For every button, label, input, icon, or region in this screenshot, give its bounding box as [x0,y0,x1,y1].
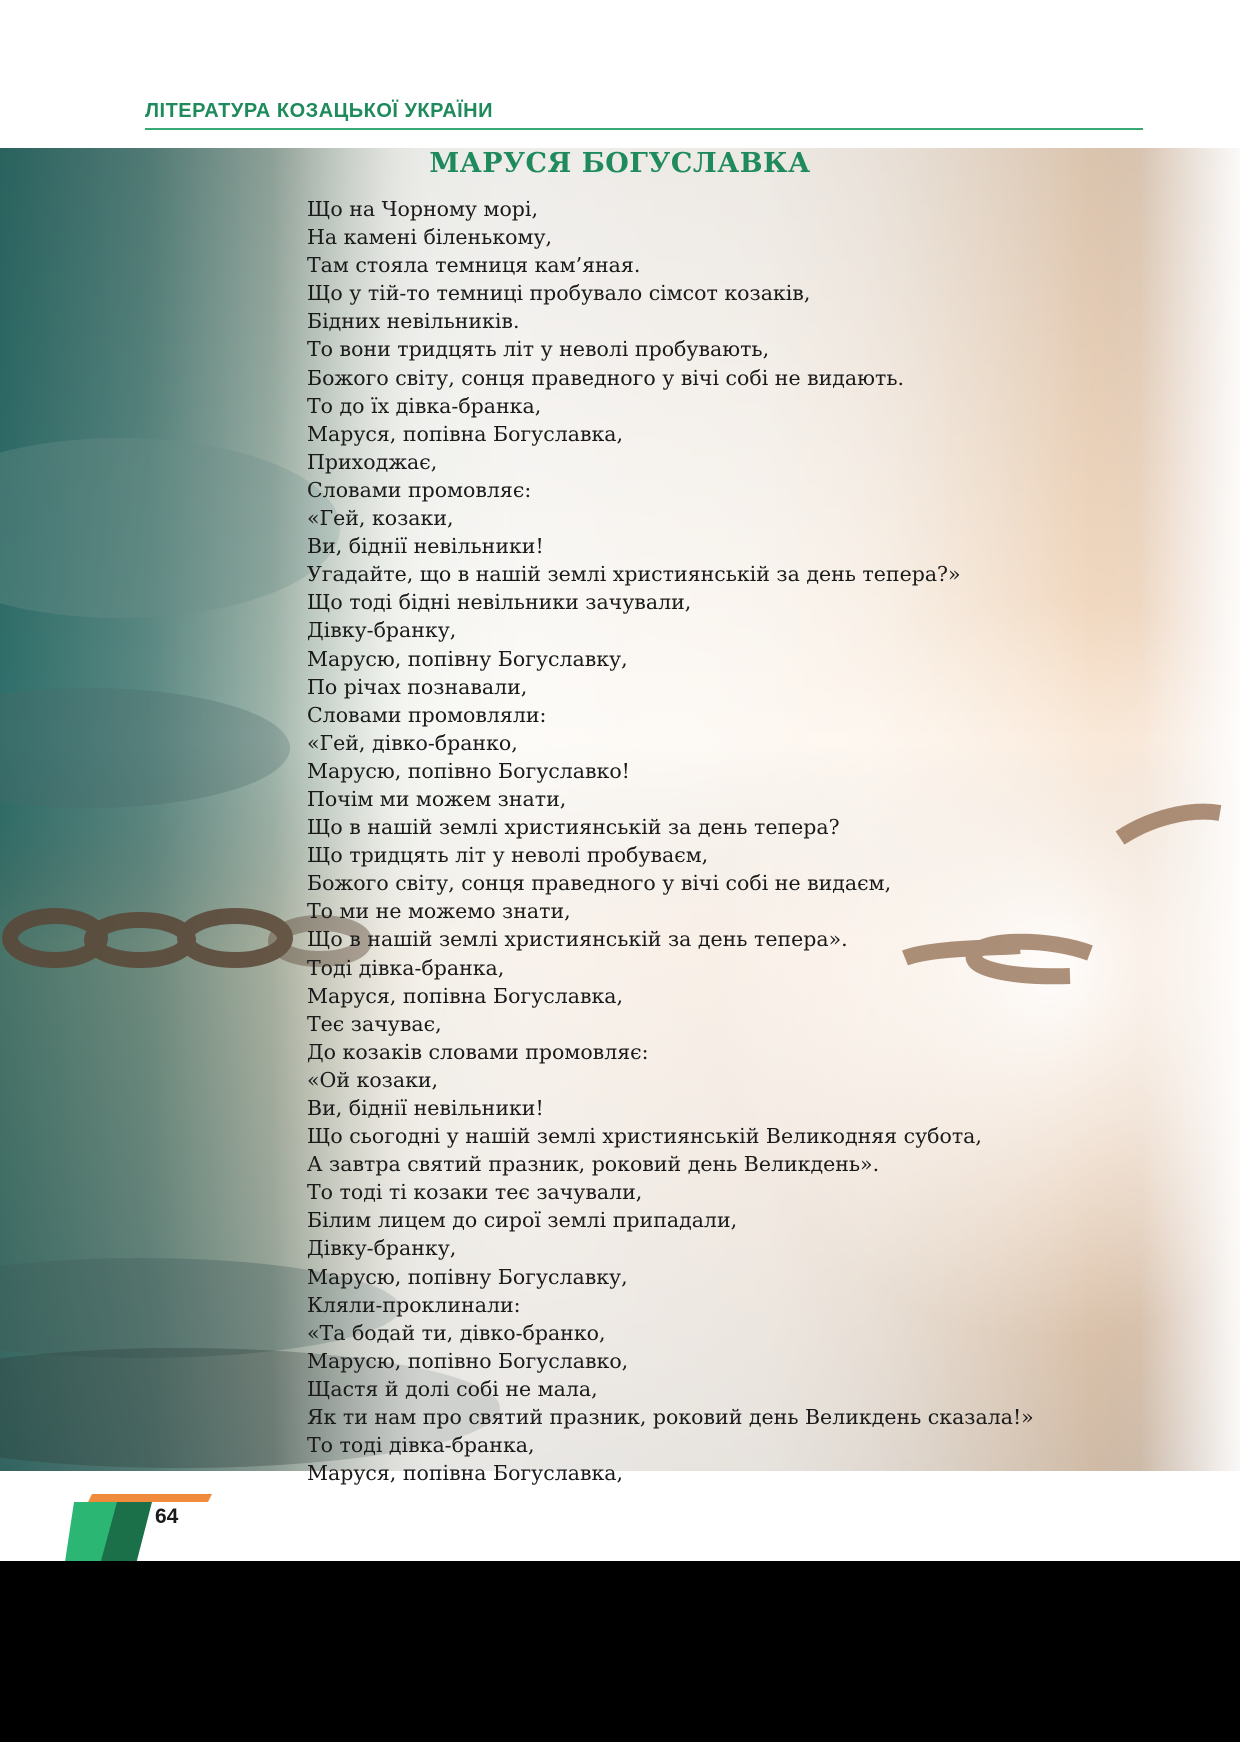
poem-line: Там стояла темниця кам’яная. [307,253,641,278]
poem-line: То ми не можемо знати, [307,899,571,924]
poem-line: Що в нашій землі християнській за день тепера». [307,927,848,952]
poem-line: Божого світу, сонця праведного у вічі собі не видають. [307,365,905,390]
poem-line: Дівку-бранку, [307,1236,457,1261]
poem-title: МАРУСЯ БОГУСЛАВКА [429,148,811,179]
poem-line: Ви, біднії невільники! [307,534,544,559]
poem-line: Марусю, попівно Богуславко, [307,1348,629,1373]
header-rule [145,128,1143,130]
poem-line: Що в нашій землі християнській за день тепера? [307,815,840,840]
poem-line: Кляли-проклинали: [307,1292,521,1317]
poem-line: Бідних невільників. [307,309,520,334]
poem-line: Що тридцять літ у неволі пробуваєм, [307,843,709,868]
running-head: ЛІТЕРАТУРА КОЗАЦЬКОЇ УКРАЇНИ [145,100,493,122]
poem-line: Ви, біднії невільники! [307,1096,544,1120]
page-number: 64 [155,1505,179,1528]
poem-line: Щастя й долі собі не мала, [307,1376,598,1401]
poem-line: На камені біленькому, [307,225,553,250]
poem-line: «Гей, козаки, [307,506,454,531]
poem-line: Марусю, попівно Богуславко! [307,758,630,783]
poem-line: А завтра святий празник, роковий день Великдень». [307,1152,880,1177]
poem-line: Словами промовляє: [307,477,532,502]
poem-line: Що у тій-то темниці пробувало сімсот козаків, [307,281,811,306]
poem-line: То вони тридцять літ у неволі пробувають, [307,337,770,362]
poem-line: Марусю, попівну Богуславку, [307,1264,628,1289]
poem-line: Приходжає, [307,449,438,474]
poem-line: «Гей, дівко-бранко, [307,730,518,755]
poem-line: Що тоді бідні невільники зачували, [307,590,692,615]
poem-line: «Ой козаки, [307,1067,439,1092]
poem-line: Маруся, попівна Богуславка, [307,983,624,1008]
poem-line: Як ти нам про святий празник, роковий день Великдень сказала!» [307,1405,1034,1430]
poem-line: Що сьогодні у нашій землі християнській Великодняя субота, [307,1124,982,1149]
publisher-logo-icon [62,1482,212,1561]
poem-line: Білим лицем до сирої землі припадали, [307,1208,738,1233]
poem-line: Маруся, попівна Богуславка, [307,1461,624,1486]
poem-line: То тоді ті козаки теє зачували, [307,1180,643,1205]
poem-line: Угадайте, що в нашій землі християнській за день тепера?» [307,562,961,587]
poem-line: Словами промовляли: [307,702,547,727]
poem-line: Тоді дівка-бранка, [307,955,505,980]
poem-line: То до їх дівка-бранка, [307,393,542,418]
poem-line: Дівку-бранку, [307,618,457,643]
poem-line: Божого світу, сонця праведного у вічі собі не видаєм, [307,871,892,896]
poem-line: Що на Чорному морі, [307,197,538,221]
poem-line: Теє зачуває, [307,1011,442,1036]
poem-line: «Та бодай ти, дівко-бранко, [307,1320,606,1345]
poem-line: По річах познавали, [307,674,528,699]
poem-line: До козаків словами промовляє: [307,1039,649,1064]
poem-line: То тоді дівка-бранка, [307,1433,535,1458]
poem-line: Почім ми можем знати, [307,786,567,811]
poem-line: Марусю, попівну Богуславку, [307,646,628,671]
poem-line: Маруся, попівна Богуславка, [307,421,624,446]
poem-text [307,195,1034,1487]
